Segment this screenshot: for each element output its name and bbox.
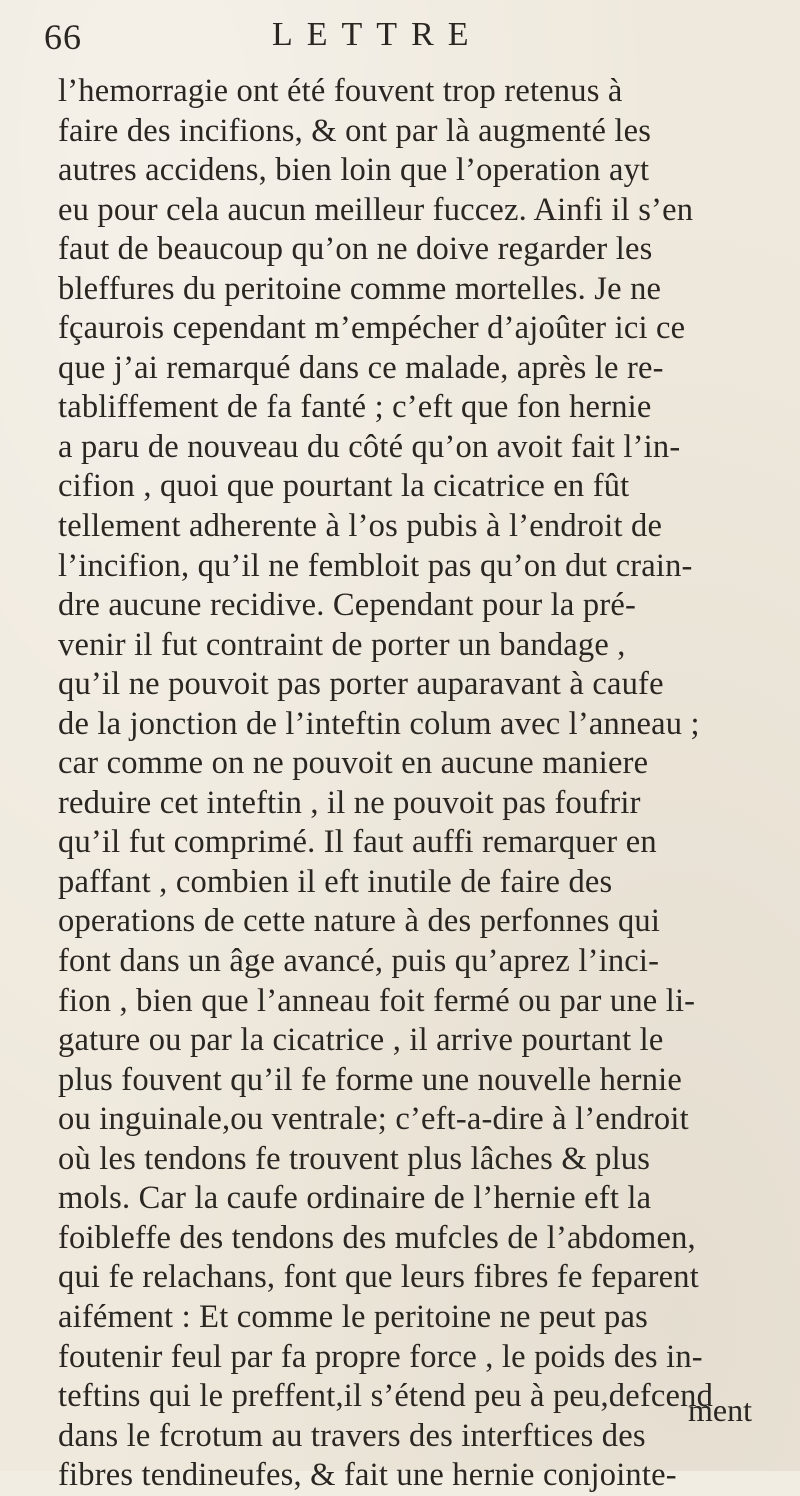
text-line: fibres tendineufes, & fait une hernie conjointe- (58, 1457, 677, 1494)
text-line: paffant , combien il eft inutile de faire des (58, 863, 613, 900)
text-line: eu pour cela aucun meilleur fuccez. Ainfi il s’en (58, 191, 694, 228)
text-line: teftins qui le preffent,il s’étend peu à peu,defcend (58, 1378, 714, 1415)
text-line: l’hemorragie ont été fouvent trop retenus à (58, 73, 623, 109)
page-number: 66 (44, 17, 82, 57)
text-line: l’incifion, qu’il ne fembloit pas qu’on dut crain- (58, 547, 693, 584)
text-line: de la jonction de l’inteftin colum avec l’anneau ; (58, 705, 700, 742)
text-line: dans le fcrotum au travers des interftices des (58, 1417, 646, 1454)
text-line: qui fe relachans, font que leurs fibres fe feparent (58, 1259, 699, 1296)
text-line: font dans un âge avancé, puis qu’aprez l’inci- (58, 943, 660, 980)
text-line: plus fouvent qu’il fe forme une nouvelle hernie (58, 1061, 682, 1098)
text-line: où les tendons fe trouvent plus lâches & plus (58, 1140, 651, 1177)
text-line: reduire cet inteftin , il ne pouvoit pas foufrir (58, 784, 641, 821)
text-line: gature ou par la cicatrice , il arrive pourtant le (58, 1022, 664, 1059)
text-line: qu’il fut comprimé. Il faut auffi remarquer en (58, 824, 657, 861)
text-line: que j’ai remarqué dans ce malade, après le re- (58, 349, 664, 386)
running-head: LETTRE (272, 16, 483, 53)
text-line: foutenir feul par fa propre force , le poids des in- (58, 1338, 703, 1375)
text-line: bleffures du peritoine comme mortelles. Je ne (58, 270, 662, 307)
text-line: qu’il ne pouvoit pas porter auparavant à caufe (58, 666, 664, 703)
text-line: faut de beaucoup qu’on ne doive regarder les (58, 231, 653, 268)
text-line: fçaurois cependant m’empécher d’ajoûter ici ce (58, 310, 686, 347)
text-line: tabliffement de fa fanté ; c’eft que fon hernie (58, 389, 652, 426)
text-line: fion , bien que l’anneau foit fermé ou par une li- (58, 982, 696, 1019)
text-line: foibleffe des tendons des mufcles de l’abdomen, (58, 1219, 696, 1256)
text-line: cifion , quoi que pourtant la cicatrice en fût (58, 468, 630, 505)
text-line: mols. Car la caufe ordinaire de l’hernie eft la (58, 1180, 652, 1217)
page-header (44, 8, 764, 68)
text-line: a paru de nouveau du côté qu’on avoit fait l’in- (58, 428, 681, 465)
body-text (58, 72, 778, 1496)
text-line: ou inguinale,ou ventrale; c’eft-a-dire à l’endroit (58, 1101, 689, 1138)
text-line: dre aucune recidive. Cependant pour la pré- (58, 587, 636, 624)
text-line: autres accidens, bien loin que l’operation ayt (58, 152, 650, 189)
text-line: operations de cette nature à des perfonnes qui (58, 903, 661, 940)
catchword: ment (688, 1392, 752, 1428)
text-line: car comme on ne pouvoit en aucune maniere (58, 745, 649, 782)
text-line: venir il fut contraint de porter un bandage , (58, 626, 626, 663)
text-line: aifément : Et comme le peritoine ne peut pas (58, 1298, 648, 1335)
text-line: faire des incifions, & ont par là augmenté les (58, 112, 652, 149)
text-line: tellement adherente à l’os pubis à l’endroit de (58, 508, 663, 545)
